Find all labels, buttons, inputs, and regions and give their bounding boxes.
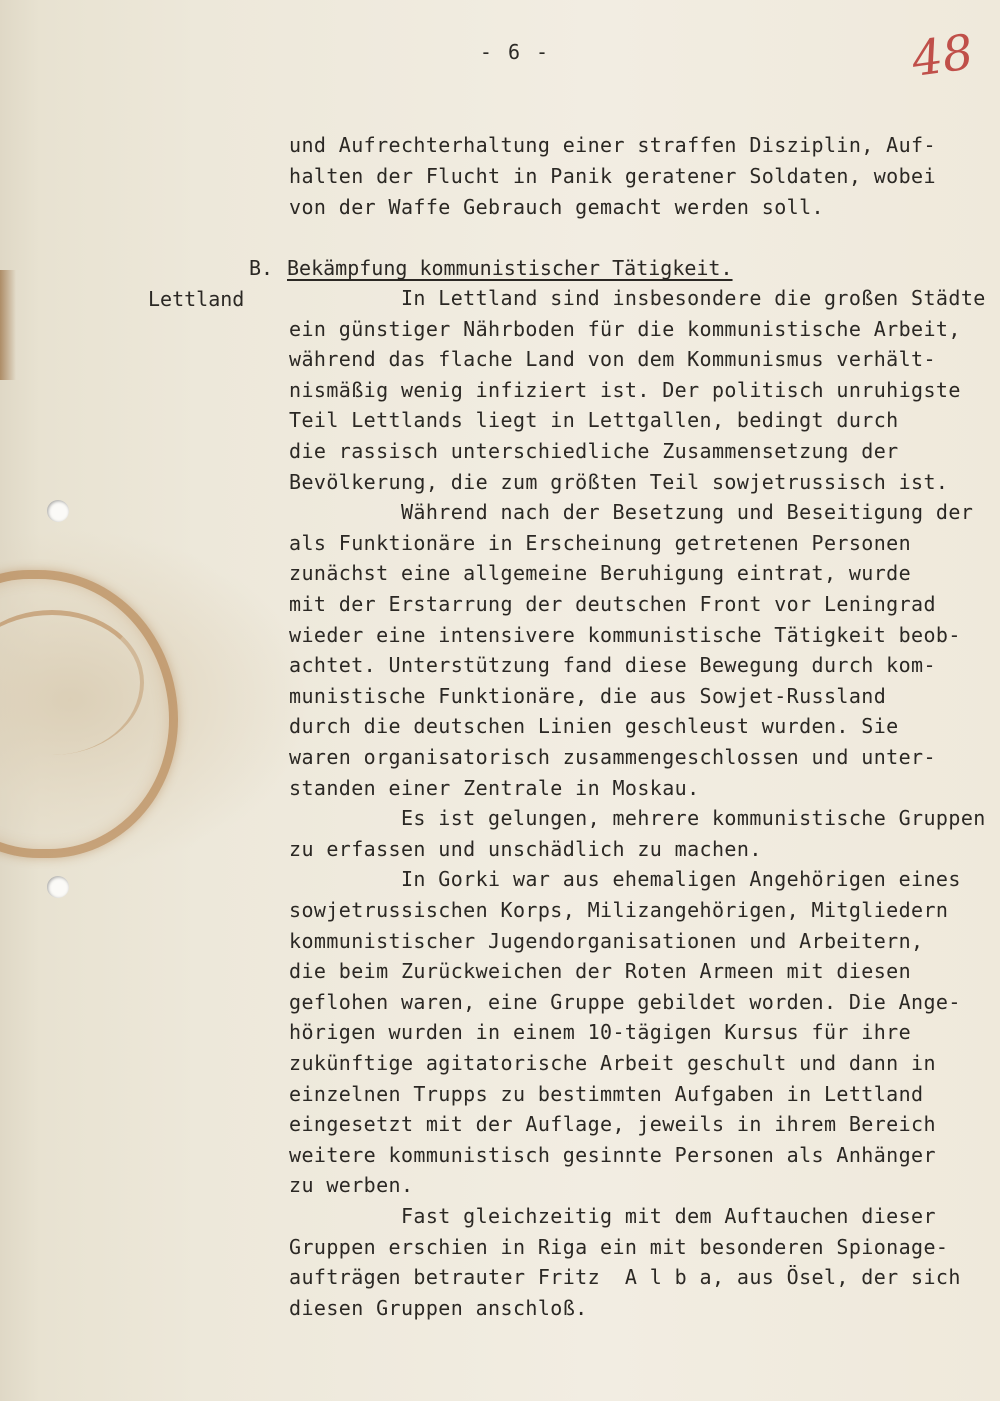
text-line: achtet. Unterstützung fand diese Bewegung durch kom-	[289, 653, 936, 677]
text-line: wieder eine intensivere kommunistische Tätigkeit beob-	[289, 623, 961, 647]
text-line: eingesetzt mit der Auflage, jeweils in ihrem Bereich	[289, 1112, 936, 1136]
text-line: sowjetrussischen Korps, Milizangehörigen, Mitgliedern	[289, 898, 949, 922]
text-line: standen einer Zentrale in Moskau.	[289, 776, 700, 800]
text-line: aufträgen betrauter Fritz A l b a, aus Ösel, der sich	[289, 1265, 961, 1289]
edge-stain	[0, 270, 16, 380]
margin-note: Lettland	[148, 287, 245, 311]
text-line: halten der Flucht in Panik geratener Soldaten, wobei	[289, 164, 936, 188]
text-line: als Funktionäre in Erscheinung getretenen Personen	[289, 531, 912, 555]
text-line: von der Waffe Gebrauch gemacht werden soll.	[289, 195, 824, 219]
text-line: In Lettland sind insbesondere die großen Städte	[289, 286, 986, 310]
text-line: geflohen waren, eine Gruppe gebildet worden. Die Ange-	[289, 990, 961, 1014]
text-line: Gruppen erschien in Riga ein mit besonderen Spionage-	[289, 1235, 949, 1259]
section-heading: Bekämpfung kommunistischer Tätigkeit.	[287, 256, 733, 280]
text-line: munistische Funktionäre, die aus Sowjet-Russland	[289, 684, 887, 708]
text-line: kommunistischer Jugendorganisationen und Arbeitern,	[289, 929, 924, 953]
text-line: nismäßig wenig infiziert ist. Der politisch unruhigste	[289, 378, 961, 402]
text-line: weitere kommunistisch gesinnte Personen als Anhänger	[289, 1143, 936, 1167]
text-line: Teil Lettlands liegt in Lettgallen, bedingt durch	[289, 408, 899, 432]
text-line: ein günstiger Nährboden für die kommunistische Arbeit,	[289, 317, 961, 341]
text-line: diesen Gruppen anschloß.	[289, 1296, 588, 1320]
text-line: waren organisatorisch zusammengeschlossen und unter-	[289, 745, 936, 769]
text-line: einzelnen Trupps zu bestimmten Aufgaben in Lettland	[289, 1082, 924, 1106]
text-line: Fast gleichzeitig mit dem Auftauchen dieser	[289, 1204, 936, 1228]
text-line: zu erfassen und unschädlich zu machen.	[289, 837, 762, 861]
section-marker: B.	[249, 256, 274, 280]
text-line: Bevölkerung, die zum größten Teil sowjetrussisch ist.	[289, 470, 949, 494]
punch-hole-upper	[47, 500, 69, 522]
text-line: zu werben.	[289, 1173, 414, 1197]
text-line: Während nach der Besetzung und Beseitigung der	[289, 500, 974, 524]
text-line: während das flache Land von dem Kommunismus verhält-	[289, 347, 936, 371]
text-line: die rassisch unterschiedliche Zusammensetzung der	[289, 439, 899, 463]
punch-hole-lower	[47, 876, 69, 898]
text-line: mit der Erstarrung der deutschen Front vor Leningrad	[289, 592, 936, 616]
text-line: durch die deutschen Linien geschleust wurden. Sie	[289, 714, 899, 738]
text-line: die beim Zurückweichen der Roten Armeen mit diesen	[289, 959, 912, 983]
text-line: und Aufrechterhaltung einer straffen Disziplin, Auf-	[289, 133, 936, 157]
text-line: hörigen wurden in einem 10-tägigen Kursus für ihre	[289, 1020, 912, 1044]
text-line: zukünftige agitatorische Arbeit geschult und dann in	[289, 1051, 936, 1075]
text-line: Es ist gelungen, mehrere kommunistische Gruppen	[289, 806, 986, 830]
text-line: zunächst eine allgemeine Beruhigung eintrat, wurde	[289, 561, 912, 585]
text-line: In Gorki war aus ehemaligen Angehörigen eines	[289, 867, 961, 891]
handwritten-folio-number: 48	[908, 24, 977, 88]
page-number: - 6 -	[479, 40, 551, 64]
